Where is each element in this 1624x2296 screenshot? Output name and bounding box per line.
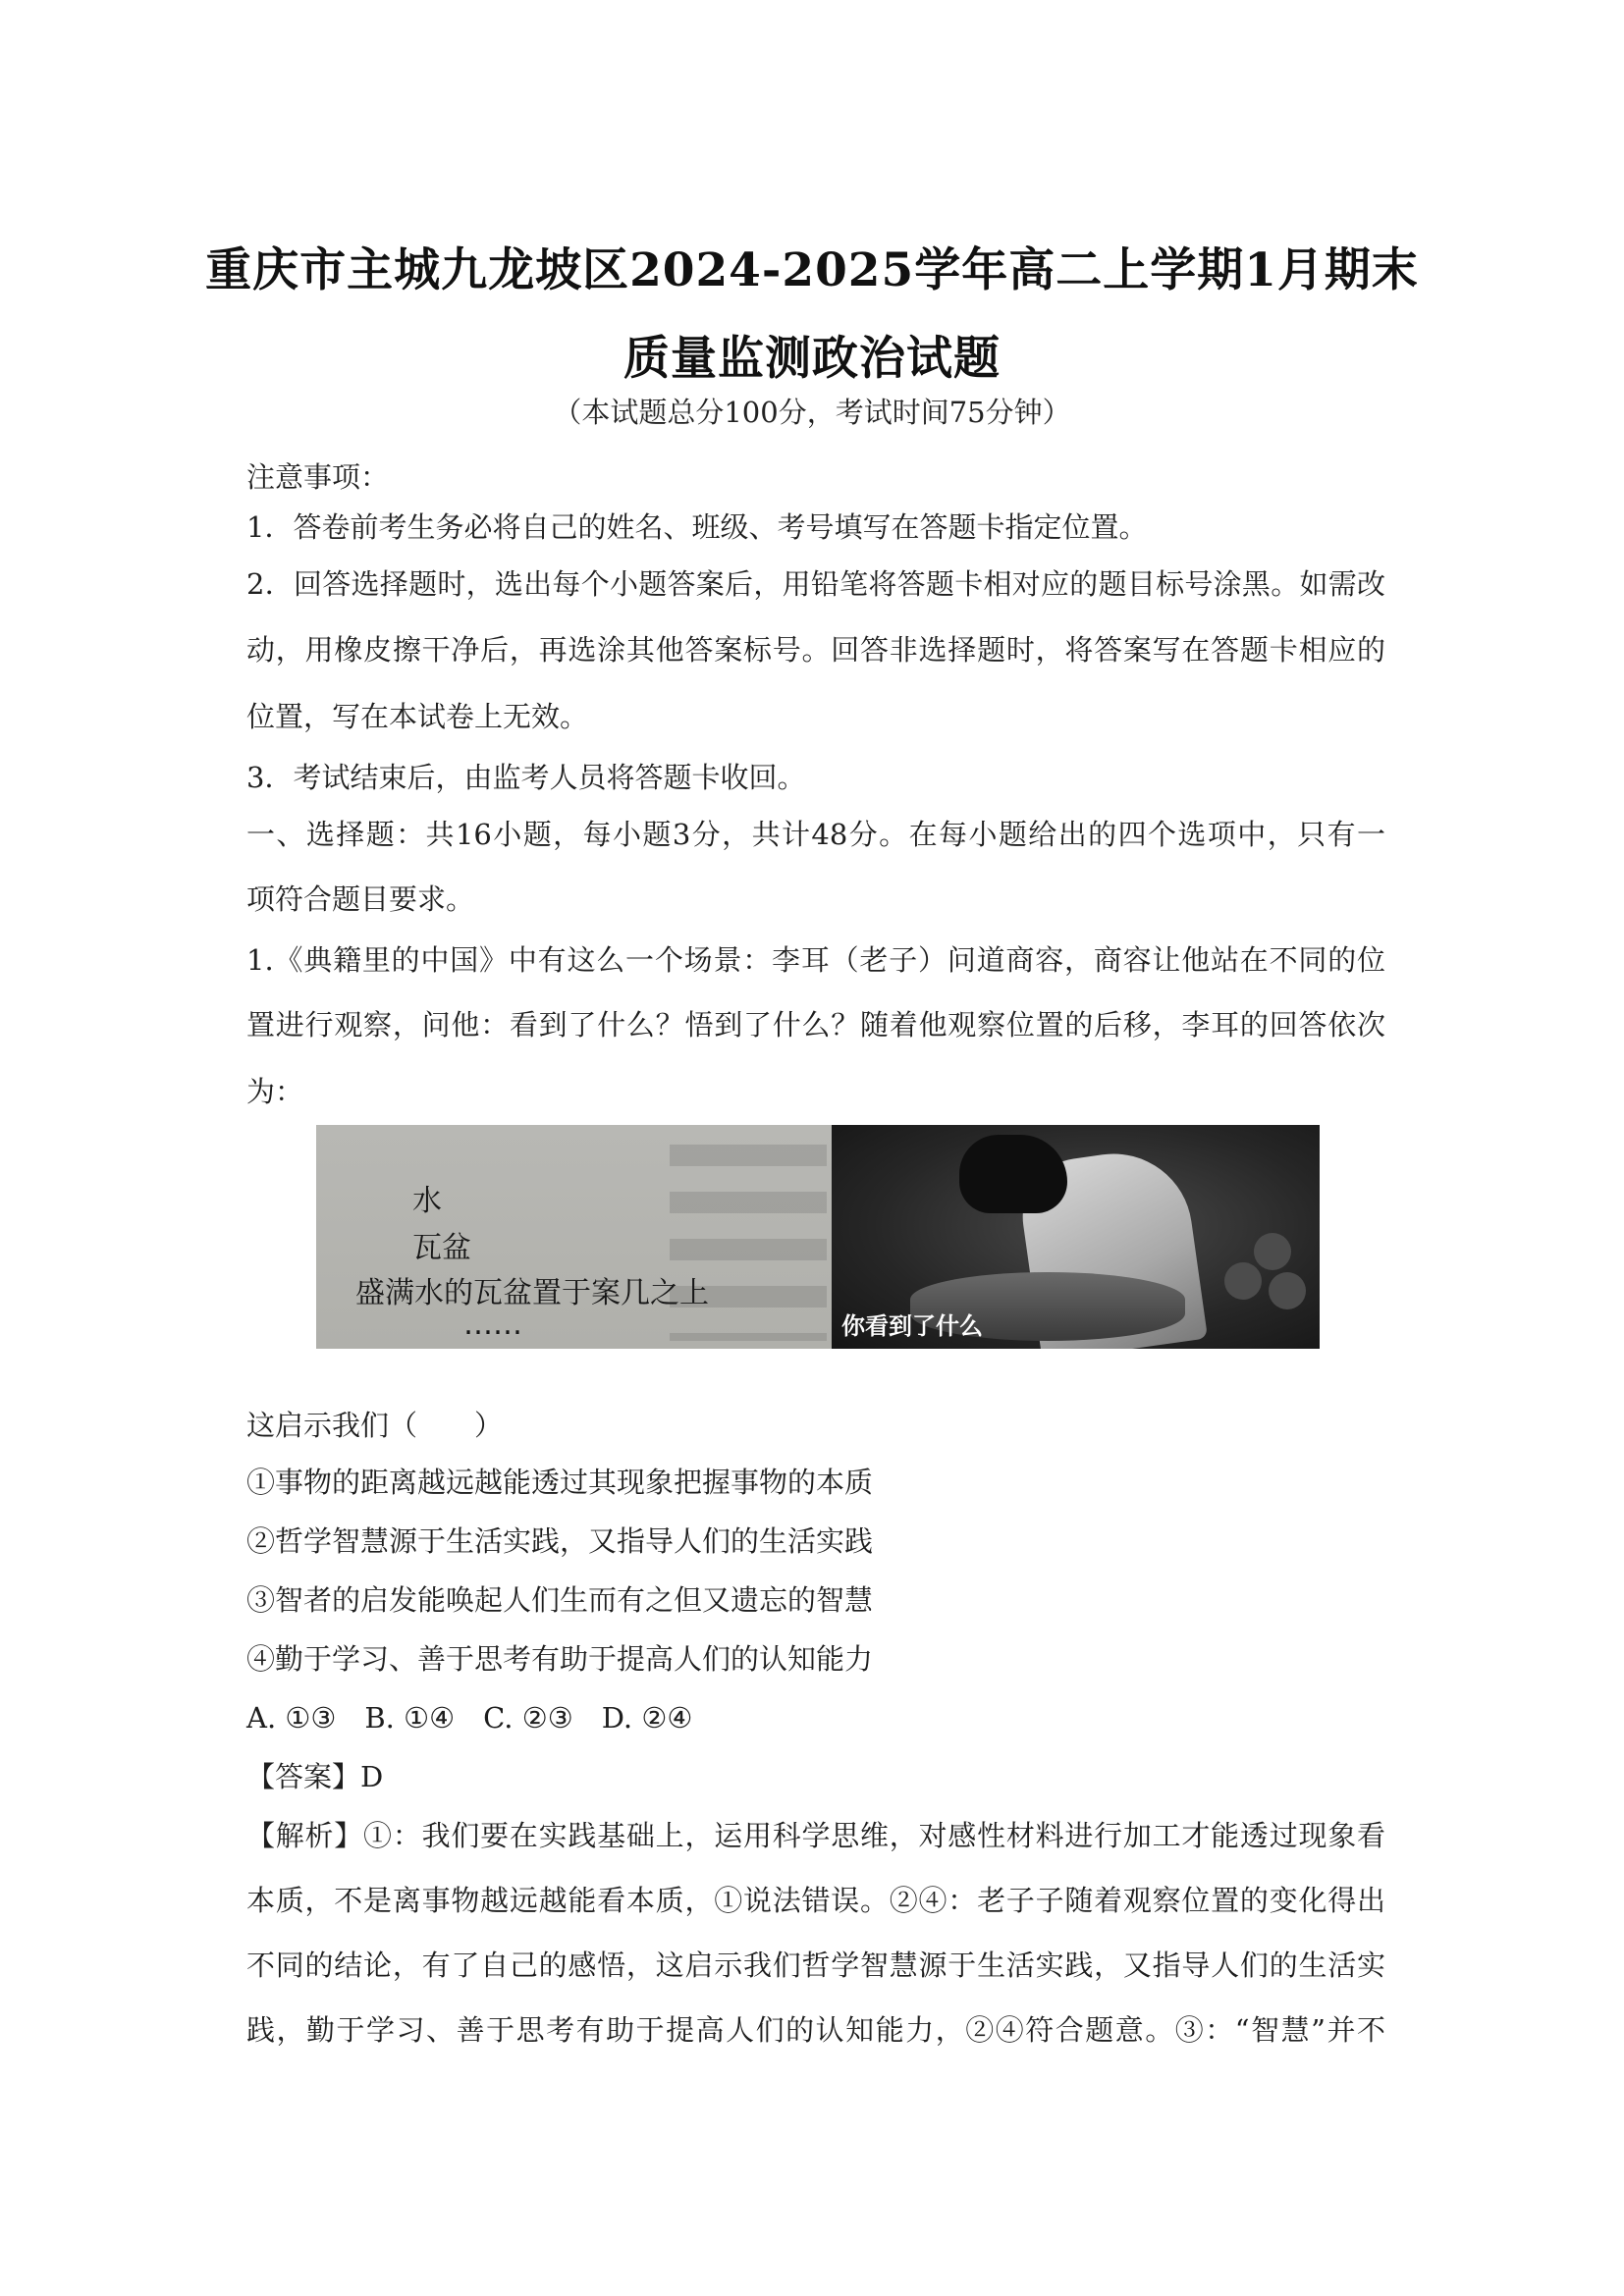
question-1-analysis-line-4: 践，勤于学习、善于思考有助于提高人们的认知能力，②④符合题意。③：“智慧”并不 (246, 2013, 1385, 2047)
figure-fruit (1254, 1233, 1291, 1270)
figure-text-1: 水 (412, 1184, 442, 1218)
figure-bleed-through (670, 1145, 827, 1341)
question-1-answer: 【答案】D (246, 1760, 384, 1793)
question-1-analysis-line-3: 不同的结论，有了自己的感悟，这启示我们哲学智慧源于生活实践，又指导人们的生活实 (246, 1949, 1385, 1982)
figure-text-2: 瓦盆 (412, 1231, 471, 1265)
notice-item-2-line-3: 位置，写在本试卷上无效。 (246, 700, 589, 733)
question-1-stem-line-3: 为： (246, 1075, 304, 1108)
section-1-line-1: 一、选择题：共16小题，每小题3分，共计48分。在每小题给出的四个选项中，只有一 (246, 818, 1385, 851)
question-1-option-3: ③智者的启发能唤起人们生而有之但又遗忘的智慧 (246, 1583, 874, 1617)
question-1-figure (316, 1125, 1320, 1349)
question-1-choices: A. ①③ B. ①④ C. ②③ D. ②④ (246, 1701, 693, 1735)
notice-item-1: 1．答卷前考生务必将自己的姓名、班级、考号填写在答题卡指定位置。 (246, 510, 1148, 544)
figure-text-panel (316, 1125, 832, 1349)
question-1-analysis-line-1: 【解析】①：我们要在实践基础上，运用科学思维，对感性材料进行加工才能透过现象看 (246, 1819, 1385, 1852)
figure-photo-panel (832, 1125, 1320, 1349)
figure-person-head (959, 1135, 1067, 1213)
notice-item-2-line-1: 2．回答选择题时，选出每个小题答案后，用铅笔将答题卡相对应的题目标号涂黑。如需改 (246, 567, 1385, 601)
question-1-stem-line-1: 1.《典籍里的中国》中有这么一个场景：李耳（老子）问道商容，商容让他站在不同的位 (246, 943, 1385, 977)
figure-text-4: …… (463, 1308, 522, 1342)
figure-text-3: 盛满水的瓦盆置于案几之上 (355, 1276, 709, 1310)
page-title-line-2: 质量监测政治试题 (623, 332, 1001, 386)
notice-item-3: 3．考试结束后，由监考人员将答题卡收回。 (246, 761, 806, 794)
page-title-line-1: 重庆市主城九龙坡区2024-2025学年高二上学期1月期末 (205, 243, 1419, 297)
question-1-option-2: ②哲学智慧源于生活实践，又指导人们的生活实践 (246, 1524, 874, 1558)
notice-item-2-line-2: 动，用橡皮擦干净后，再选涂其他答案标号。回答非选择题时，将答案写在答题卡相应的 (246, 633, 1385, 667)
question-1-option-1: ①事物的距离越远越能透过其现象把握事物的本质 (246, 1466, 874, 1499)
figure-caption: 你看到了什么 (841, 1312, 983, 1340)
question-1-analysis-line-2: 本质，不是离事物越远越能看本质，①说法错误。②④：老子子随着观察位置的变化得出 (246, 1884, 1385, 1917)
question-1-prompt: 这启示我们（ ） (246, 1409, 504, 1442)
exam-info: （本试题总分100分，考试时间75分钟） (553, 396, 1071, 429)
figure-fruit (1224, 1262, 1262, 1300)
section-1-line-2: 项符合题目要求。 (246, 882, 475, 916)
figure-fruit (1269, 1272, 1306, 1309)
notice-heading: 注意事项： (246, 460, 390, 494)
question-1-option-4: ④勤于学习、善于思考有助于提高人们的认知能力 (246, 1642, 874, 1676)
question-1-stem-line-2: 置进行观察，问他：看到了什么？悟到了什么？随着他观察位置的后移，李耳的回答依次 (246, 1008, 1385, 1041)
